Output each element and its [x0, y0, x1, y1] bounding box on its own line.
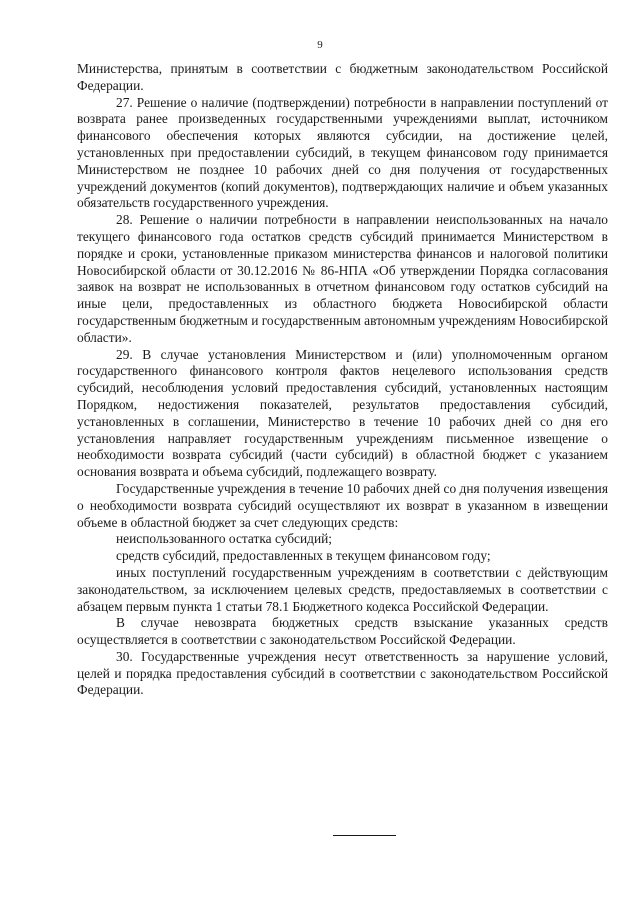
- paragraph-non-return-recovery: В случае невозврата бюджетных средств взыскание указанных средств осуществляется в соответствии с законодательством Российской Федерации.: [77, 615, 608, 648]
- paragraph-item-27: 27. Решение о наличие (подтверждении) потребности в направлении поступлений от возврата ранее произведенных государственными учреждениями выплат, источником финансового обеспечения которых являются субсидии, на достижение целей, установленных при предоставлении субсидий, в текущем финансовом году принимается Министерством не позднее 10 рабочих дней со дня получения от государственных учреждений документов (копий документов), подтверждающих наличие и объем указанных обязательств государственного учреждения.: [77, 94, 608, 211]
- paragraph-continuation: Министерства, принятым в соответствии с бюджетным законодательством Российской Федерации.: [77, 61, 608, 93]
- paragraph-item-30: 30. Государственные учреждения несут ответственность за нарушение условий, целей и порядка предоставления субсидий в соответствии с законодательством Российской Федерации.: [77, 648, 608, 698]
- paragraph-return-procedure: Государственные учреждения в течение 10 рабочих дней со дня получения извещения о необходимости возврата субсидий осуществляют их возврат в указанном в извещении объеме в областной бюджет за счет следующих средств:: [77, 480, 608, 530]
- paragraph-source-unused-balance: неиспользованного остатка субсидий;: [116, 531, 333, 547]
- paragraph-source-current-year: средств субсидий, предоставленных в текущем финансовом году;: [116, 548, 491, 564]
- paragraph-item-28: 28. Решение о наличии потребности в направлении неиспользованных на начало текущего финансового года остатков средств субсидий принимается Министерством в порядке и сроки, установленные приказом министерства финансов и налоговой политики Новосибирской области от 30.12.2016 № 86-НПА «Об утверждении Порядка согласования заявок на возврат не использованных в отчетном финансовом году остатков субсидий на иные цели, предоставленных из областного бюджета Новосибирской области государственным бюджетным и государственным автономным учреждениям Новосибирской области».: [77, 212, 608, 345]
- document-body: [77, 61, 608, 699]
- footer-divider: [333, 835, 396, 836]
- paragraph-item-29: 29. В случае установления Министерством и (или) уполномоченным органом государственного финансового контроля фактов нецелевого использования средств субсидий, несоблюдения условий предоставления субсидий, установленных настоящим Порядком, недостижения показателей, результатов предоставления субсидий, установленных в соглашении, Министерство в течение 10 рабочих дней со дня его установления направляет государственным учреждениям письменное извещение о необходимости возврата субсидий (части субсидий) в областной бюджет с указанием основания возврата и объема субсидий, подлежащего возврату.: [77, 346, 608, 480]
- paragraph-source-other-income: иных поступлений государственным учреждениям в соответствии с действующим законодательством, за исключением целевых средств, предоставляемых в соответствии с абзацем первым пункта 1 статьи 78.1 Бюджетного кодекса Российской Федерации.: [77, 564, 608, 614]
- page-number: 9: [317, 39, 323, 51]
